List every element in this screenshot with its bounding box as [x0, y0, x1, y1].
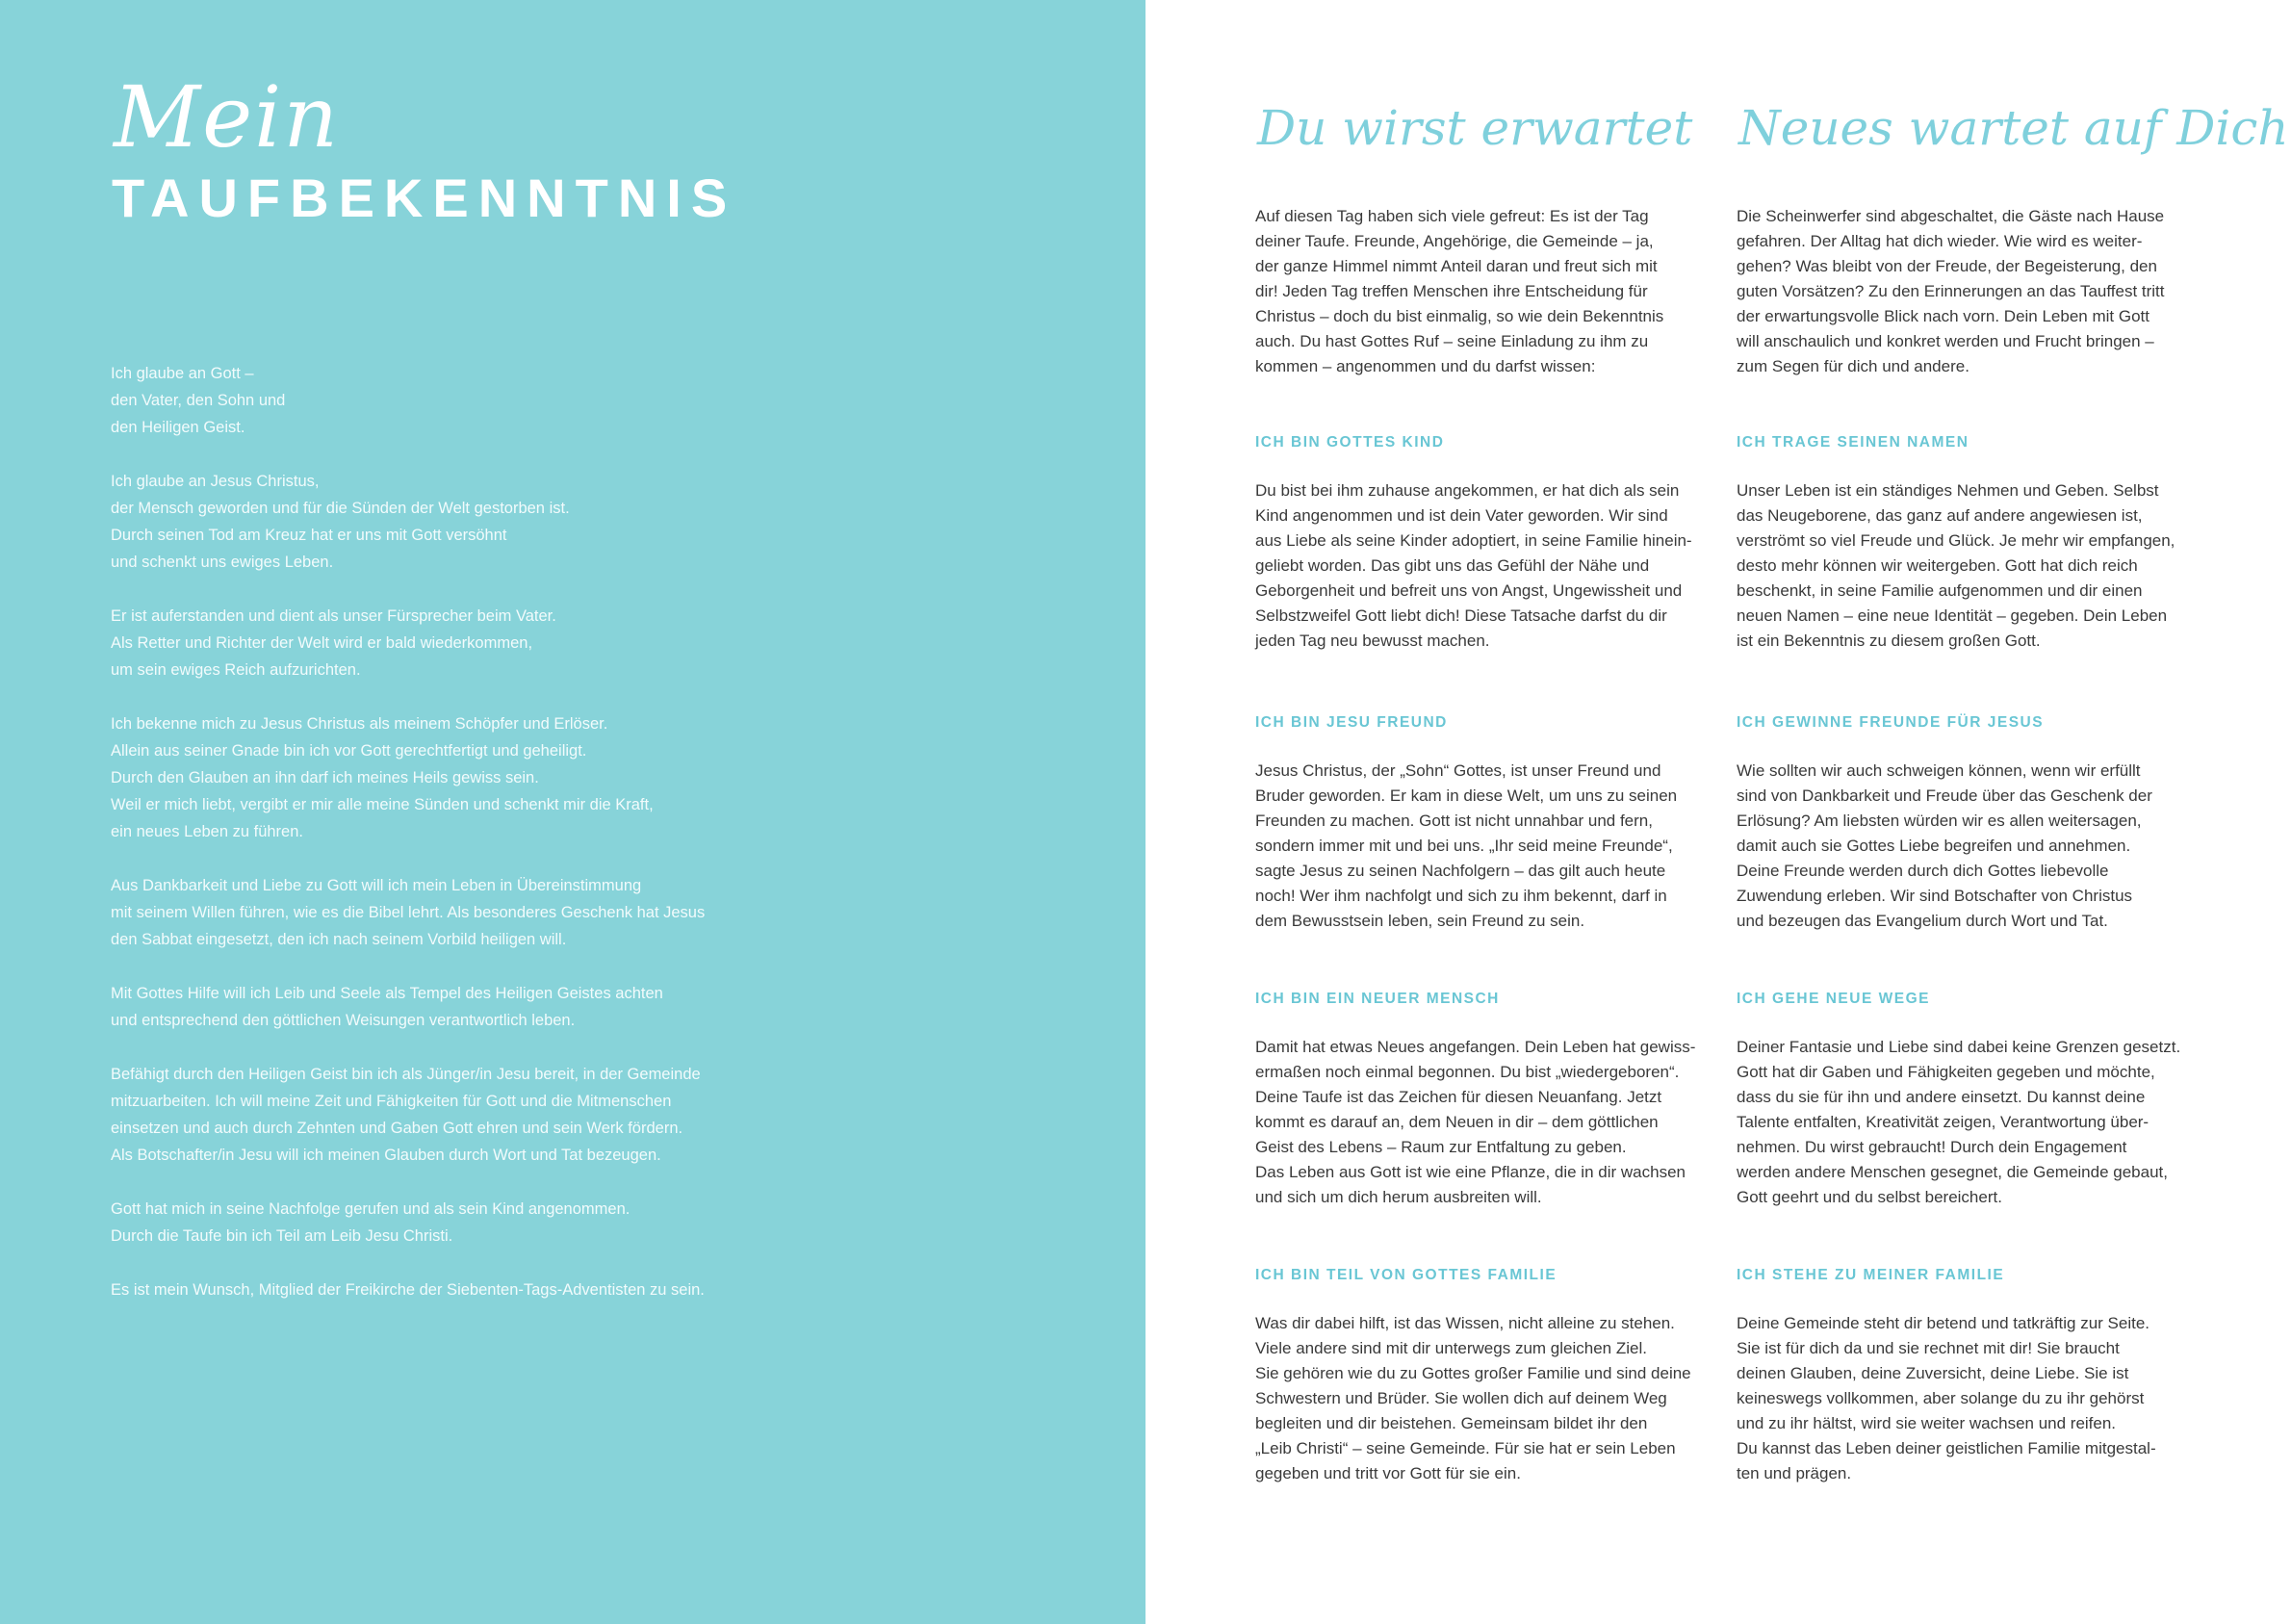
section-text: Wie sollten wir auch schweigen können, wenn wir erfüllt sind von Dankbarkeit und Freude über das Geschenk der Erlösung? Am liebsten würden wir es allen weitersagen, damit auch sie Gottes Liebe begreifen und annehmen. Deine Freunde werden durch dich Gottes liebevolle Zuwendung erleben. Wir sind Botschafter von Christus und bezeugen das Evangelium durch Wort und Tat. [1737, 761, 2152, 930]
section-text: Was dir dabei hilft, ist das Wissen, nicht alleine zu stehen. Viele andere sind mit dir unterwegs zum gleichen Ziel. Sie gehören wie du zu Gottes großer Familie und sind deine Schwestern und Brüder. Sie wollen dich auf deinem Weg begleiten und dir beistehen. Gemeinsam bildet ihr den „Leib Christi“ – seine Gemeinde. Für sie hat er sein Leben gegeben und tritt vor Gott für sie ein. [1255, 1314, 1691, 1482]
section-text: Unser Leben ist ein ständiges Nehmen und Geben. Selbst das Neugeborene, das ganz auf andere angewiesen ist, verströmt so viel Freude und Glück. Je mehr wir empfangen, desto mehr können wir weitergeben. Gott hat dich reich beschenkt, in seine Familie aufgenommen und dir einen neuen Namen – eine neue Identität – gegeben. Dein Leben ist ein Bekenntnis zu diesem großen Gott. [1737, 481, 2175, 650]
intro-block [1737, 204, 2189, 379]
creed-paragraph: Er ist auferstanden und dient als unser Fürsprecher beim Vater. Als Retter und Richter der Welt wird er bald wiederkommen, um sein ewiges Reich aufzurichten. [111, 607, 556, 679]
section-neuer-mensch [1255, 991, 1708, 1210]
section-heading: ICH GEWINNE FREUNDE FÜR JESUS [1737, 714, 2045, 731]
section-text: Damit hat etwas Neues angefangen. Dein Leben hat gewiss- ermaßen noch einmal begonnen. Du bist „wiedergeboren“. Deine Taufe ist das Zeichen für diesen Neuanfang. Jetzt kommt es darauf an, dem Neuen in dir – dem göttlichen Geist des Lebens – Raum zur Entfaltung zu geben. Das Leben aus Gott ist wie eine Pflanze, die in dir wachsen und sich um dich herum ausbreiten will. [1255, 1038, 1696, 1206]
right-page [1146, 0, 2291, 1624]
section-freunde-fuer-jesus [1737, 714, 2189, 934]
section-text: Deiner Fantasie und Liebe sind dabei keine Grenzen gesetzt. Gott hat dir Gaben und Fähigkeiten gegeben und möchte, dass du sie für ihn und andere einsetzt. Du kannst deine Talente entfalten, Kreativität zeigen, Verantwortung über- nehmen. Du wirst gebraucht! Durch dein Engagement werden andere Menschen gesegnet, die Gemeinde gebaut, Gott geehrt und du selbst bereichert. [1737, 1038, 2181, 1206]
script-title: Mein [114, 67, 341, 167]
section-text: Deine Gemeinde steht dir betend und tatkräftig zur Seite. Sie ist für dich da und sie rechnet mit dir! Sie braucht deinen Glauben, deine Zuversicht, deine Liebe. Sie ist keineswegs vollkommen, aber solange du zu ihr gehörst und zu ihr hältst, wird sie weiter wachsen und reifen. Du kannst das Leben deiner geistlichen Familie mitgestal- ten und prägen. [1737, 1314, 2156, 1482]
section-heading: ICH BIN TEIL VON GOTTES FAMILIE [1255, 1267, 1557, 1283]
section-heading: ICH STEHE ZU MEINER FAMILIE [1737, 1267, 2005, 1283]
section-heading: ICH TRAGE SEINEN NAMEN [1737, 434, 1969, 451]
creed-paragraph: Ich glaube an Gott – den Vater, den Sohn und den Heiligen Geist. [111, 365, 286, 436]
creed-text [111, 360, 977, 1330]
section-heading: ICH BIN JESU FREUND [1255, 714, 1448, 731]
creed-paragraph: Ich glaube an Jesus Christus, der Mensch geworden und für die Sünden der Welt gestorben ist. Durch seinen Tod am Kreuz hat er uns mit Gott versöhnt und schenkt uns ewiges Leben. [111, 473, 570, 571]
section-heading: ICH BIN EIN NEUER MENSCH [1255, 991, 1500, 1007]
column-heading: Du wirst erwartet [1257, 100, 1693, 156]
creed-paragraph: Es ist mein Wunsch, Mitglied der Freikirche der Siebenten-Tags-Adventisten zu sein. [111, 1281, 705, 1299]
section-gottes-kind [1255, 434, 1708, 654]
section-seinen-namen [1737, 434, 2189, 654]
creed-paragraph: Mit Gottes Hilfe will ich Leib und Seele als Tempel des Heiligen Geistes achten und entsprechend den göttlichen Weisungen verantwortlich leben. [111, 985, 663, 1029]
intro-text: Die Scheinwerfer sind abgeschaltet, die Gäste nach Hause gefahren. Der Alltag hat dich wieder. Wie wird es weiter- gehen? Was bleibt von der Freude, der Begeisterung, den guten Vorsätzen? Zu den Erinnerungen an das Tauffest tritt der erwartungsvolle Blick nach vorn. Dein Leben mit Gott will anschaulich und konkret werden und Frucht bringen – zum Segen für dich und andere. [1737, 207, 2165, 375]
page-title: TAUFBEKENNTNIS [112, 168, 737, 228]
section-heading: ICH BIN GOTTES KIND [1255, 434, 1445, 451]
section-text: Du bist bei ihm zuhause angekommen, er hat dich als sein Kind angenommen und ist dein Vater geworden. Wir sind aus Liebe als seine Kinder adoptiert, in seine Familie hinein- geliebt worden. Das gibt uns das Gefühl der Nähe und Geborgenheit und befreit uns von Angst, Ungewissheit und Selbstzweifel Gott liebt dich! Diese Tatsache darfst du dir jeden Tag neu bewusst machen. [1255, 481, 1692, 650]
creed-paragraph: Gott hat mich in seine Nachfolge gerufen und als sein Kind angenommen. Durch die Taufe bin ich Teil am Leib Jesu Christi. [111, 1200, 631, 1245]
column-heading: Neues wartet auf Dich [1738, 100, 2289, 156]
creed-paragraph: Befähigt durch den Heiligen Geist bin ich als Jünger/in Jesu bereit, in der Gemeinde mitzuarbeiten. Ich will meine Zeit und Fähigkeiten für Gott und die Mitmenschen einsetzen und auch durch Zehnten und Gaben Gott ehren und sein Werk fördern. Als Botschafter/in Jesu will ich meinen Glauben durch Wort und Tat bezeugen. [111, 1066, 701, 1164]
creed-paragraph: Aus Dankbarkeit und Liebe zu Gott will ich mein Leben in Übereinstimmung mit seinem Willen führen, wie es die Bibel lehrt. Als besonderes Geschenk hat Jesus den Sabbat eingesetzt, den ich nach seinem Vorbild heiligen will. [111, 877, 706, 948]
intro-block [1255, 204, 1708, 379]
intro-text: Auf diesen Tag haben sich viele gefreut: Es ist der Tag deiner Taufe. Freunde, Angehörige, die Gemeinde – ja, der ganze Himmel nimmt Anteil daran und freut sich mit dir! Jeden Tag treffen Menschen ihre Entscheidung für Christus – doch du bist einmalig, so wie dein Bekenntnis auch. Du hast Gottes Ruf – seine Einladung zu ihm zu kommen – angenommen und du darfst wissen: [1255, 207, 1664, 375]
section-meine-familie [1737, 1267, 2189, 1486]
section-heading: ICH GEHE NEUE WEGE [1737, 991, 1930, 1007]
section-neue-wege [1737, 991, 2189, 1210]
creed-paragraph: Ich bekenne mich zu Jesus Christus als meinem Schöpfer und Erlöser. Allein aus seiner Gnade bin ich vor Gott gerechtfertigt und geheiligt. Durch den Glauben an ihn darf ich meines Heils gewiss sein. Weil er mich liebt, vergibt er mir alle meine Sünden und schenkt mir die Kraft, ein neues Leben zu führen. [111, 715, 654, 840]
section-jesu-freund [1255, 714, 1708, 934]
section-gottes-familie [1255, 1267, 1708, 1486]
section-text: Jesus Christus, der „Sohn“ Gottes, ist unser Freund und Bruder geworden. Er kam in diese Welt, um uns zu seinen Freunden zu machen. Gott ist nicht unnahbar und fern, sondern immer mit und bei uns. „Ihr seid meine Freunde“, sagte Jesus zu seinen Nachfolgern – das gilt auch heute noch! Wer ihm nachfolgt und sich zu ihm bekennt, darf in dem Bewusstsein leben, sein Freund zu sein. [1255, 761, 1678, 930]
